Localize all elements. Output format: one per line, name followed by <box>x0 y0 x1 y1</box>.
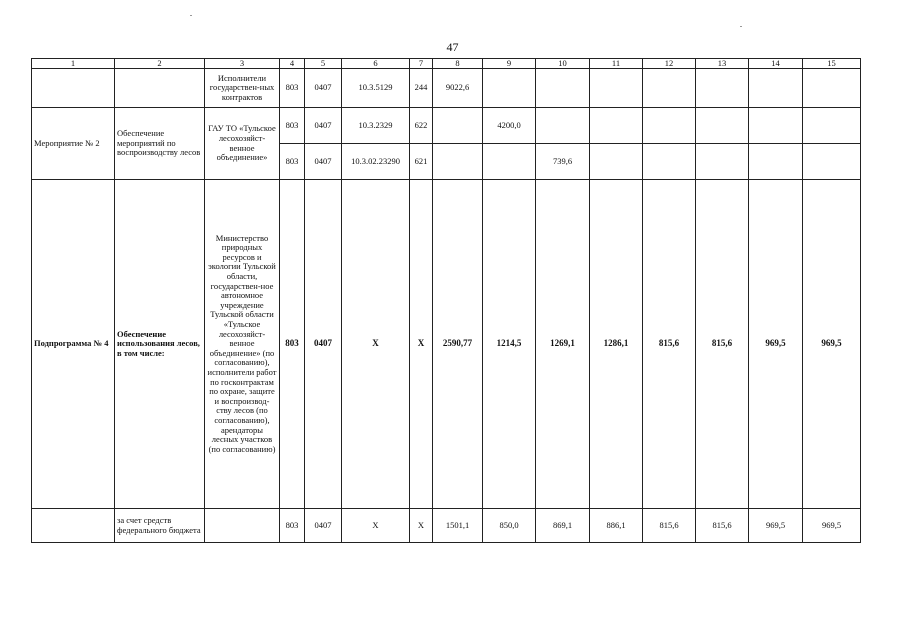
table-cell <box>590 69 643 108</box>
table-cell: Х <box>342 509 410 543</box>
header-cell: 13 <box>696 59 749 69</box>
table-cell: 1286,1 <box>590 180 643 509</box>
header-cell: 9 <box>483 59 536 69</box>
table-cell: 9022,6 <box>433 69 483 108</box>
table-cell: 0407 <box>305 509 342 543</box>
header-cell: 3 <box>205 59 280 69</box>
header-cell: 8 <box>433 59 483 69</box>
table-cell: 869,1 <box>536 509 590 543</box>
table-cell: 10.3.2329 <box>342 108 410 144</box>
table-cell <box>643 144 696 180</box>
table-cell: 969,5 <box>803 180 861 509</box>
table-cell: 815,6 <box>643 509 696 543</box>
table-cell <box>536 69 590 108</box>
table-cell: Х <box>410 180 433 509</box>
table-cell <box>643 69 696 108</box>
subprogram-label: Подпрограмма № 4 <box>32 180 115 509</box>
table-cell <box>696 144 749 180</box>
header-cell: 11 <box>590 59 643 69</box>
header-cell: 4 <box>280 59 305 69</box>
header-cell: 5 <box>305 59 342 69</box>
table-cell: 850,0 <box>483 509 536 543</box>
table-cell: 1501,1 <box>433 509 483 543</box>
table-cell: 1269,1 <box>536 180 590 509</box>
table-cell: 815,6 <box>643 180 696 509</box>
budget-table <box>31 58 861 543</box>
table-cell <box>205 509 280 543</box>
table-row <box>32 108 861 144</box>
table-cell: 4200,0 <box>483 108 536 144</box>
table-row <box>32 69 861 108</box>
table-cell: 803 <box>280 69 305 108</box>
table-cell <box>536 108 590 144</box>
table-cell <box>590 108 643 144</box>
table-cell: 969,5 <box>749 509 803 543</box>
table-cell: 622 <box>410 108 433 144</box>
table-cell <box>483 144 536 180</box>
table-cell: 803 <box>280 180 305 509</box>
table-cell <box>32 69 115 108</box>
header-cell: 12 <box>643 59 696 69</box>
table-cell: 815,6 <box>696 180 749 509</box>
table-cell: 0407 <box>305 180 342 509</box>
measure-description: Обеспечение мероприятий по воспроизводству лесов <box>115 108 205 180</box>
header-cell: 15 <box>803 59 861 69</box>
table-cell <box>803 108 861 144</box>
table-cell: 244 <box>410 69 433 108</box>
header-row <box>32 59 861 69</box>
header-cell: 10 <box>536 59 590 69</box>
header-cell: 1 <box>32 59 115 69</box>
table-cell <box>803 69 861 108</box>
scan-speck <box>190 15 192 16</box>
scan-speck <box>740 26 742 27</box>
funding-source: за счет средств федерального бюджета <box>115 509 205 543</box>
table-row <box>32 180 861 509</box>
table-cell <box>749 144 803 180</box>
table-cell: 1214,5 <box>483 180 536 509</box>
table-cell: 803 <box>280 144 305 180</box>
table-cell <box>433 144 483 180</box>
table-cell: 0407 <box>305 69 342 108</box>
table-cell: 2590,77 <box>433 180 483 509</box>
table-cell: 969,5 <box>803 509 861 543</box>
table-cell: Х <box>342 180 410 509</box>
table-cell: 10.3.5129 <box>342 69 410 108</box>
table-cell <box>803 144 861 180</box>
table-cell: 739,6 <box>536 144 590 180</box>
table-cell <box>590 144 643 180</box>
header-cell: 6 <box>342 59 410 69</box>
header-cell: 2 <box>115 59 205 69</box>
executor-cell: Министерство природных ресурсов и экологии Тульской области, государствен-ное автономное учреждение Тульской области «Тульское лесохозяйст-венное объединение» (по согласованию), исполнители работ по госконтрактам по охране, защите и воспроизвод-ству лесов (по согласованию), арендаторы лесных участков (по согласованию) <box>205 180 280 509</box>
table-cell <box>643 108 696 144</box>
table-cell: 803 <box>280 509 305 543</box>
table-cell: 0407 <box>305 144 342 180</box>
table-cell: Х <box>410 509 433 543</box>
page-number: 47 <box>446 40 459 54</box>
header-cell: 14 <box>749 59 803 69</box>
table-cell <box>483 69 536 108</box>
table-cell: 10.3.02.23290 <box>342 144 410 180</box>
table-cell: 886,1 <box>590 509 643 543</box>
table-cell: 815,6 <box>696 509 749 543</box>
header-cell: 7 <box>410 59 433 69</box>
table-cell: 621 <box>410 144 433 180</box>
table-cell: 0407 <box>305 108 342 144</box>
executor-cell: ГАУ ТО «Тульское лесохозяйст-венное объединение» <box>205 108 280 180</box>
measure-label: Мероприятие № 2 <box>32 108 115 180</box>
table-cell <box>115 69 205 108</box>
subprogram-description: Обеспечение использования лесов, в том числе: <box>115 180 205 509</box>
table-cell <box>32 509 115 543</box>
table-cell <box>433 108 483 144</box>
table-cell <box>749 69 803 108</box>
table-cell: 969,5 <box>749 180 803 509</box>
table-cell <box>749 108 803 144</box>
table-cell <box>696 108 749 144</box>
table-cell <box>696 69 749 108</box>
table-row <box>32 509 861 543</box>
executor-cell: Исполнители государствен-ных контрактов <box>205 69 280 108</box>
table-cell: 803 <box>280 108 305 144</box>
